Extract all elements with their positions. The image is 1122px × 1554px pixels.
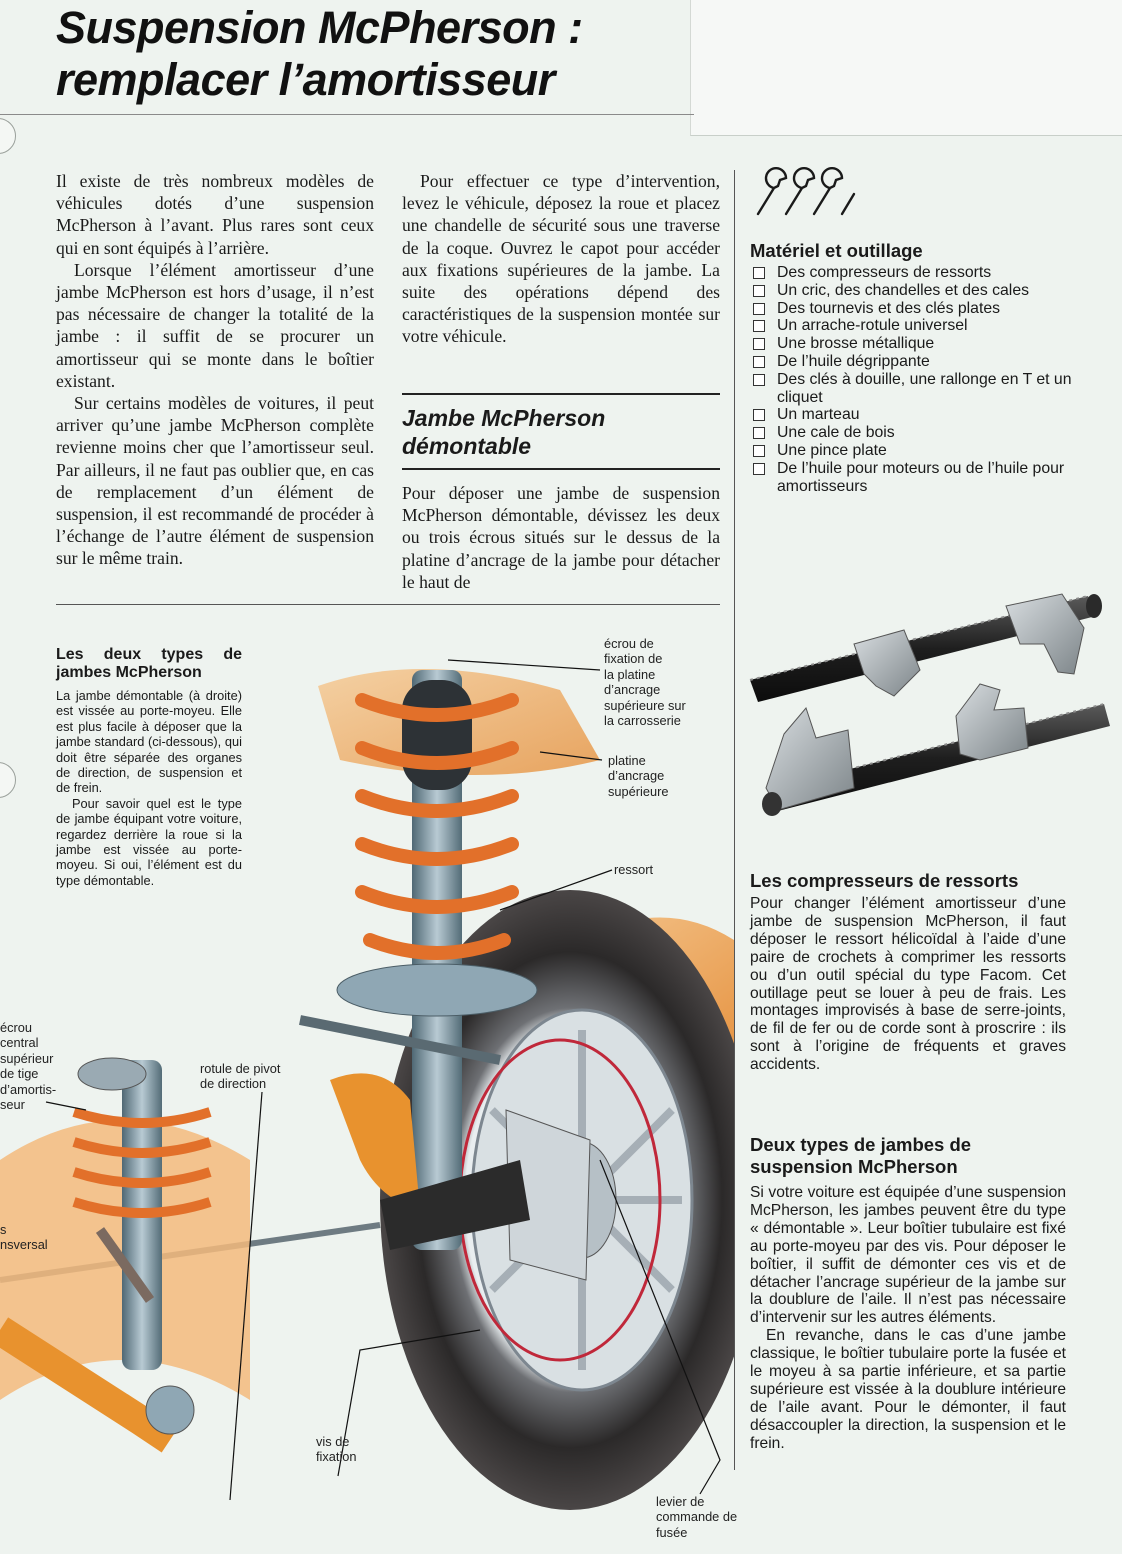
two-types-heading-line: Deux types de jambes de xyxy=(750,1134,972,1155)
label-ressort: ressort xyxy=(614,862,654,877)
caption-paragraph: La jambe démontable (à droite) est vissée au porte-moyeu. Elle est plus facile à déposer que la jambe standard (ci-dessous), qui doit être séparée des organes de direction, de suspension et de frein. xyxy=(56,688,242,796)
label-line: d’ancrage xyxy=(604,682,661,698)
tools-list-item-label: Des clés à douille, une rallonge en T et un cliquet xyxy=(777,370,1072,406)
label-line: platine xyxy=(608,753,646,768)
label-line: vis de xyxy=(316,1434,350,1449)
two-types-heading xyxy=(750,1134,1080,1178)
label-line: supérieure xyxy=(608,783,669,799)
tools-list-item xyxy=(750,371,1080,407)
tools-list-item xyxy=(750,282,1080,300)
tools-list-item-label: Un arrache-rotule universel xyxy=(777,317,968,335)
tools-list-item xyxy=(750,264,1080,282)
procedure-column-2 xyxy=(402,482,720,593)
corner-tab xyxy=(690,0,1122,136)
tools-list-item xyxy=(750,300,1080,318)
title-rule xyxy=(0,114,694,115)
procedure-column xyxy=(402,170,720,348)
title-line-2: remplacer l’amortisseur xyxy=(56,54,555,105)
label-line: de direction xyxy=(200,1076,267,1092)
label-rotule xyxy=(200,1061,280,1092)
caption-heading-line: Les deux types de xyxy=(56,646,242,663)
checkbox-icon xyxy=(753,320,765,332)
checkbox-icon xyxy=(753,338,765,350)
spring-compressor-image xyxy=(744,588,1114,846)
tools-list-item-label: Des compresseurs de ressorts xyxy=(777,264,992,281)
tools-list-item xyxy=(750,460,1080,496)
label-line: rotule de pivot xyxy=(200,1061,281,1076)
illustration-rule xyxy=(56,604,720,605)
checkbox-icon xyxy=(753,463,765,475)
tools-list xyxy=(750,264,1080,495)
two-types-text xyxy=(750,1184,1066,1453)
section-heading-line: démontable xyxy=(402,433,532,459)
caption-heading-line: jambes McPherson xyxy=(56,664,202,681)
label-line: la platine xyxy=(604,666,656,682)
label-ecrou-central xyxy=(0,1020,60,1112)
caption-text xyxy=(56,688,242,888)
tools-list-item xyxy=(750,353,1080,371)
tools-list-item-label: Des tournevis et des clés plates xyxy=(777,299,1001,317)
title-line-1: Suspension McPherson : xyxy=(56,2,583,53)
label-line: écrou de xyxy=(604,636,654,651)
checkbox-icon xyxy=(753,409,765,421)
caption-heading xyxy=(56,646,242,682)
intro-paragraph: Lorsque l’élément amortisseur d’une jambe McPherson est hors d’usage, il n’est pas nécessaire de changer la totalité de la jambe : il suffit de se procurer un amortisseur qui se monte dans le boîtier existant. xyxy=(56,259,374,391)
column-divider xyxy=(734,170,735,1470)
section-heading-line: Jambe McPherson xyxy=(402,405,606,431)
label-line: écrou xyxy=(0,1020,33,1035)
section-heading xyxy=(402,404,720,460)
label-line: s xyxy=(0,1222,7,1237)
procedure-paragraph: Pour effectuer ce type d’intervention, levez le véhicule, déposez la roue et placez une chandelle de sécurité sous une traverse de la coque. Ouvrez le capot pour accéder aux fixations supérieures de la jambe. La suite des opérations dépend des caractéristiques de la suspension montée sur votre véhicule. xyxy=(402,171,720,347)
wrench-icon xyxy=(750,166,870,220)
checkbox-icon xyxy=(753,285,765,297)
tools-list-item xyxy=(750,442,1080,460)
section-rule xyxy=(402,393,720,395)
tools-list-item-label: Un cric, des chandelles et des cales xyxy=(777,281,1030,299)
label-line: nsversal xyxy=(0,1237,48,1253)
procedure-paragraph: Pour déposer une jambe de suspension McPherson démontable, dévissez les deux ou trois écrous situés sur le dessus de la platine d’ancrage de la jambe pour détacher le haut de xyxy=(402,483,720,592)
label-line: seur xyxy=(0,1097,25,1113)
tools-list-item xyxy=(750,424,1080,442)
label-ecrou-fixation xyxy=(604,636,686,728)
binder-hole xyxy=(0,118,16,154)
intro-paragraph: Sur certains modèles de voitures, il peut arriver qu’une jambe McPherson complète revienne moins cher que l’amortisseur seul. Par ailleurs, il ne faut pas oublier que, en cas de remplacement d’un élément de suspension, il est recommandé de procéder à l’échange de l’autre élément de suspension sur le même train. xyxy=(56,393,374,569)
label-line: fixation xyxy=(316,1449,357,1465)
label-platine xyxy=(608,753,668,799)
label-line: supérieur xyxy=(0,1050,54,1066)
two-types-paragraph: En revanche, dans le cas d’une jambe classique, le boîtier tubulaire porte la fusée et le moyeu à sa partie inférieure, et sa partie supérieure est vissée à la doublure intérieure de l’aile avant. Pour le démonter, il faut désaccoupler la direction, la suspension et le frein. xyxy=(750,1327,1066,1452)
checkbox-icon xyxy=(753,356,765,368)
page-title xyxy=(56,2,696,106)
tools-list-item xyxy=(750,335,1080,353)
checkbox-icon xyxy=(753,445,765,457)
label-line: supérieure sur xyxy=(604,697,686,713)
tools-list-item-label: Une brosse métallique xyxy=(777,335,935,353)
caption-paragraph: Pour savoir quel est le type de jambe équipant votre voiture, regardez derrière la roue si la jambe est vissée au porte-moyeu. Si oui, l’élément est du type démontable. xyxy=(56,795,242,888)
label-vis-fixation xyxy=(316,1434,357,1465)
label-line: fixation de xyxy=(604,651,663,667)
checkbox-icon xyxy=(753,267,765,279)
label-line: commande de xyxy=(656,1509,738,1525)
label-line: de tige xyxy=(0,1066,39,1082)
tools-list-item-label: De l’huile pour moteurs ou de l’huile pour amortisseurs xyxy=(777,459,1065,495)
section-rule xyxy=(402,468,720,470)
label-line: levier de xyxy=(656,1494,705,1509)
checkbox-icon xyxy=(753,303,765,315)
two-types-heading-line: suspension McPherson xyxy=(750,1156,958,1177)
label-line: fusée xyxy=(656,1524,688,1540)
label-levier xyxy=(656,1494,737,1540)
tools-list-item-label: Une cale de bois xyxy=(777,424,895,442)
tools-list-item-label: Une pince plate xyxy=(777,441,887,459)
checkbox-icon xyxy=(753,427,765,439)
two-types-paragraph: Si votre voiture est équipée d’une suspension McPherson, les jambes peuvent être du type « démontable ». Leur boîtier tubulaire est fixé au porte-moyeu par des vis. Pour déposer le boîtier, il suffit de démonter ces vis et de détacher l’ancrage supérieur de la jambe sur la doublure de l’aile. Il n’est pas nécessaire d’intervenir sur les autres éléments. xyxy=(750,1184,1066,1327)
label-line: central xyxy=(0,1035,39,1051)
intro-column xyxy=(56,170,374,570)
tools-list-item xyxy=(750,317,1080,335)
intro-paragraph: Il existe de très nombreux modèles de véhicules dotés d’une suspension McPherson à l’avant. Plus rares sont ceux qui en sont équipés à l’arrière. xyxy=(56,171,374,258)
label-line: d’amortis- xyxy=(0,1081,57,1097)
tools-list-item xyxy=(750,406,1080,424)
label-bras xyxy=(0,1222,60,1253)
tools-list-item-label: Un marteau xyxy=(777,406,860,424)
compressors-text: Pour changer l’élément amortisseur d’une jambe de suspension McPherson, il faut déposer le ressort hélicoïdal à l’aide d’une paire de crochets à comprimer les ressorts ou d’un outil spécial du type Facom. Cet outillage peut se louer à peu de frais. Les montages improvisés à base de serre-joints, de fil de fer ou de corde sont à proscrire : ils sont à l’origine de fréquents et graves accidents. xyxy=(750,895,1066,1074)
label-line: la carrosserie xyxy=(604,713,681,729)
tools-heading: Matériel et outillage xyxy=(750,240,923,261)
label-line: d’ancrage xyxy=(608,768,665,784)
compressors-heading: Les compresseurs de ressorts xyxy=(750,870,1019,891)
checkbox-icon xyxy=(753,374,765,386)
tools-list-item-label: De l’huile dégrippante xyxy=(777,352,930,370)
